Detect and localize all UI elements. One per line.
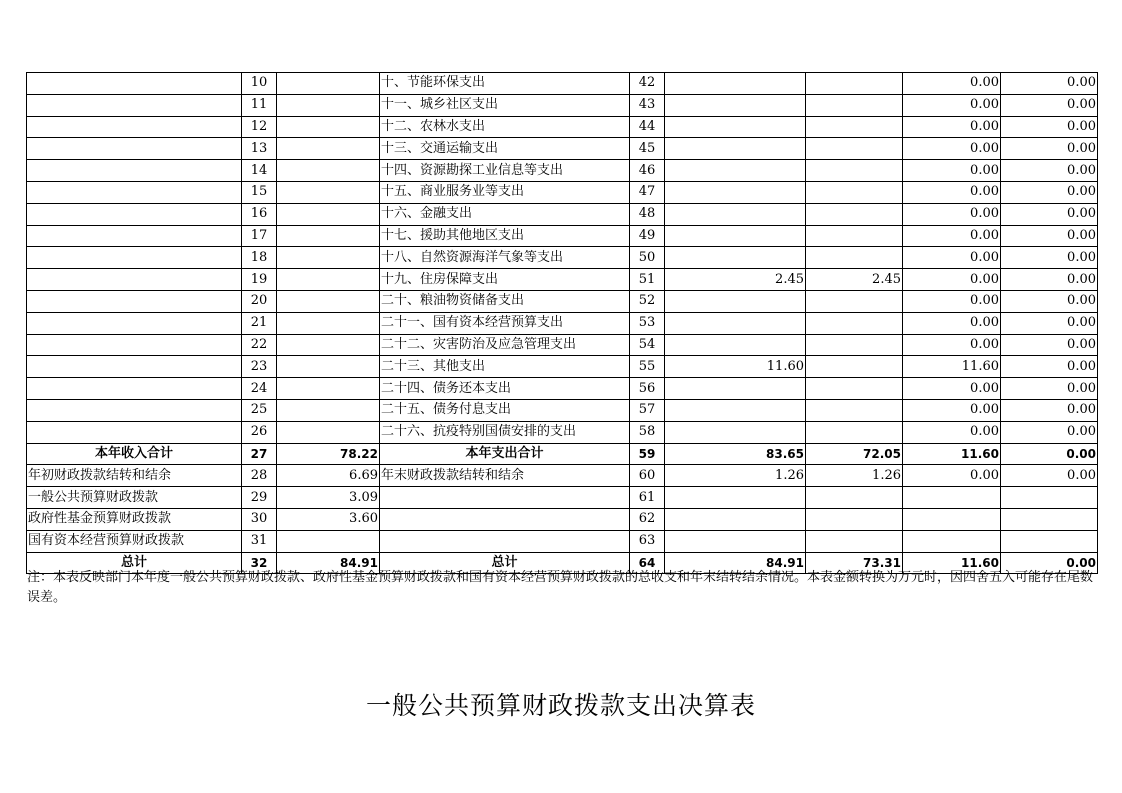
state-capital-cell: 0.00 [1001,312,1098,334]
government-fund-cell: 0.00 [903,312,1001,334]
income-row-number-cell: 32 [242,552,277,574]
table-note: 注：本表反映部门本年度一般公共预算财政拨款、政府性基金预算财政拨款和国有资本经营预算财政拨款的总收支和年末结转结余情况。本表金额转换为万元时，因四舍五入可能存在尾数误差。 [27,570,1094,605]
state-capital-cell: 0.00 [1001,421,1098,443]
income-row-number-cell: 19 [242,269,277,291]
table-row [27,465,1098,487]
fiscal-revenue-expenditure-table [26,72,1098,574]
income-row-number-cell: 28 [242,465,277,487]
expense-total-cell [665,247,806,269]
government-fund-cell: 0.00 [903,421,1001,443]
expense-item-cell: 二十五、债务付息支出 [380,399,630,421]
government-fund-cell: 0.00 [903,138,1001,160]
state-capital-cell: 0.00 [1001,399,1098,421]
income-row-number-cell: 24 [242,378,277,400]
table-row [27,312,1098,334]
income-item-cell [27,116,242,138]
table-row [27,203,1098,225]
government-fund-cell: 0.00 [903,247,1001,269]
expense-total-cell [665,181,806,203]
table-row [27,487,1098,509]
expense-item-cell: 十一、城乡社区支出 [380,94,630,116]
general-budget-cell: 73.31 [806,552,903,574]
income-amount-cell [277,378,380,400]
income-row-number-cell: 22 [242,334,277,356]
income-item-cell: 一般公共预算财政拨款 [27,487,242,509]
income-row-number-cell: 29 [242,487,277,509]
expense-row-number-cell: 48 [630,203,665,225]
income-amount-cell [277,160,380,182]
general-budget-cell [806,487,903,509]
expense-total-cell [665,290,806,312]
state-capital-cell: 0.00 [1001,269,1098,291]
expense-item-cell: 二十一、国有资本经营预算支出 [380,312,630,334]
income-row-number-cell: 30 [242,508,277,530]
expense-row-number-cell: 46 [630,160,665,182]
table-row [27,508,1098,530]
table-row [27,160,1098,182]
income-amount-cell [277,138,380,160]
expense-row-number-cell: 52 [630,290,665,312]
government-fund-cell: 0.00 [903,334,1001,356]
expense-item-cell: 十六、金融支出 [380,203,630,225]
income-row-number-cell: 13 [242,138,277,160]
income-item-cell [27,334,242,356]
general-budget-cell [806,160,903,182]
income-amount-cell: 3.60 [277,508,380,530]
income-amount-cell [277,203,380,225]
expense-row-number-cell: 47 [630,181,665,203]
income-amount-cell [277,290,380,312]
government-fund-cell [903,487,1001,509]
state-capital-cell: 0.00 [1001,552,1098,574]
expense-total-cell: 84.91 [665,552,806,574]
income-item-cell [27,247,242,269]
general-budget-cell: 2.45 [806,269,903,291]
government-fund-cell: 0.00 [903,116,1001,138]
general-budget-cell [806,356,903,378]
general-budget-cell [806,399,903,421]
expense-total-cell [665,116,806,138]
expense-row-number-cell: 51 [630,269,665,291]
expense-row-number-cell: 58 [630,421,665,443]
state-capital-cell: 0.00 [1001,378,1098,400]
table-row [27,247,1098,269]
expense-total-cell: 2.45 [665,269,806,291]
government-fund-cell: 0.00 [903,181,1001,203]
expense-row-number-cell: 56 [630,378,665,400]
expense-total-cell [665,138,806,160]
general-budget-cell [806,421,903,443]
expense-total-cell [665,94,806,116]
government-fund-cell: 0.00 [903,269,1001,291]
general-budget-cell: 1.26 [806,465,903,487]
expense-row-number-cell: 42 [630,73,665,95]
income-item-cell [27,312,242,334]
income-item-cell [27,399,242,421]
expense-total-cell [665,421,806,443]
state-capital-cell: 0.00 [1001,94,1098,116]
table-row [27,443,1098,465]
government-fund-cell: 0.00 [903,203,1001,225]
expense-total-cell [665,73,806,95]
state-capital-cell: 0.00 [1001,247,1098,269]
expense-total-cell [665,378,806,400]
expense-row-number-cell: 59 [630,443,665,465]
government-fund-cell: 0.00 [903,465,1001,487]
state-capital-cell: 0.00 [1001,203,1098,225]
expense-item-cell: 十二、农林水支出 [380,116,630,138]
income-amount-cell [277,269,380,291]
expense-item-cell [380,530,630,552]
state-capital-cell: 0.00 [1001,334,1098,356]
expense-item-cell: 二十四、债务还本支出 [380,378,630,400]
income-item-cell [27,160,242,182]
expense-row-number-cell: 60 [630,465,665,487]
income-amount-cell [277,399,380,421]
general-budget-cell [806,312,903,334]
expense-total-cell [665,530,806,552]
expense-row-number-cell: 43 [630,94,665,116]
income-amount-cell [277,225,380,247]
income-item-cell [27,181,242,203]
income-item-cell [27,356,242,378]
expense-item-cell: 二十三、其他支出 [380,356,630,378]
income-item-cell [27,269,242,291]
government-fund-cell: 0.00 [903,94,1001,116]
expense-row-number-cell: 64 [630,552,665,574]
income-item-cell [27,421,242,443]
income-item-cell [27,73,242,95]
government-fund-cell: 0.00 [903,399,1001,421]
income-row-number-cell: 14 [242,160,277,182]
income-item-cell [27,290,242,312]
expense-item-cell: 二十、粮油物资储备支出 [380,290,630,312]
expense-row-number-cell: 49 [630,225,665,247]
state-capital-cell: 0.00 [1001,290,1098,312]
expense-total-cell: 83.65 [665,443,806,465]
income-row-number-cell: 12 [242,116,277,138]
expense-item-cell: 二十六、抗疫特别国债安排的支出 [380,421,630,443]
table-row [27,181,1098,203]
government-fund-cell: 11.60 [903,552,1001,574]
expense-row-number-cell: 63 [630,530,665,552]
expense-total-cell [665,312,806,334]
table-row [27,116,1098,138]
income-amount-cell [277,334,380,356]
income-row-number-cell: 26 [242,421,277,443]
table-row [27,94,1098,116]
expense-total-cell [665,508,806,530]
income-amount-cell: 78.22 [277,443,380,465]
expense-total-cell [665,487,806,509]
income-row-number-cell: 18 [242,247,277,269]
table-row [27,334,1098,356]
expense-total-cell [665,399,806,421]
state-capital-cell [1001,487,1098,509]
income-row-number-cell: 23 [242,356,277,378]
expense-item-cell: 本年支出合计 [380,443,630,465]
state-capital-cell: 0.00 [1001,160,1098,182]
expense-row-number-cell: 62 [630,508,665,530]
expense-item-cell: 十八、自然资源海洋气象等支出 [380,247,630,269]
income-row-number-cell: 10 [242,73,277,95]
income-amount-cell [277,312,380,334]
table-row [27,269,1098,291]
state-capital-cell: 0.00 [1001,465,1098,487]
income-row-number-cell: 16 [242,203,277,225]
government-fund-cell: 11.60 [903,356,1001,378]
income-amount-cell [277,181,380,203]
state-capital-cell: 0.00 [1001,181,1098,203]
income-amount-cell [277,421,380,443]
state-capital-cell: 0.00 [1001,138,1098,160]
government-fund-cell: 0.00 [903,160,1001,182]
income-amount-cell [277,530,380,552]
income-item-cell: 政府性基金预算财政拨款 [27,508,242,530]
income-amount-cell [277,73,380,95]
income-row-number-cell: 15 [242,181,277,203]
expense-row-number-cell: 57 [630,399,665,421]
table-row [27,225,1098,247]
expense-item-cell: 十、节能环保支出 [380,73,630,95]
expense-item-cell: 十五、商业服务业等支出 [380,181,630,203]
general-budget-cell [806,181,903,203]
government-fund-cell: 11.60 [903,443,1001,465]
income-row-number-cell: 31 [242,530,277,552]
general-budget-cell [806,73,903,95]
expense-total-cell [665,160,806,182]
table-row [27,290,1098,312]
income-row-number-cell: 25 [242,399,277,421]
expense-item-cell: 二十二、灾害防治及应急管理支出 [380,334,630,356]
general-budget-cell [806,247,903,269]
expense-total-cell [665,334,806,356]
state-capital-cell: 0.00 [1001,116,1098,138]
expense-row-number-cell: 61 [630,487,665,509]
general-budget-cell [806,290,903,312]
state-capital-cell [1001,530,1098,552]
state-capital-cell [1001,508,1098,530]
expense-item-cell: 十三、交通运输支出 [380,138,630,160]
income-row-number-cell: 21 [242,312,277,334]
income-amount-cell: 6.69 [277,465,380,487]
expense-row-number-cell: 44 [630,116,665,138]
expense-item-cell: 年末财政拨款结转和结余 [380,465,630,487]
income-item-cell [27,94,242,116]
table-row [27,73,1098,95]
general-budget-cell [806,138,903,160]
income-item-cell: 国有资本经营预算财政拨款 [27,530,242,552]
general-budget-cell [806,530,903,552]
table-row [27,378,1098,400]
general-budget-cell [806,203,903,225]
expense-total-cell: 1.26 [665,465,806,487]
expense-item-cell: 总计 [380,552,630,574]
income-amount-cell [277,94,380,116]
income-item-cell [27,138,242,160]
table-body [27,73,1098,574]
income-amount-cell: 84.91 [277,552,380,574]
general-budget-cell [806,225,903,247]
income-amount-cell [277,116,380,138]
general-budget-cell [806,508,903,530]
income-amount-cell: 3.09 [277,487,380,509]
state-capital-cell: 0.00 [1001,73,1098,95]
income-item-cell: 总计 [27,552,242,574]
table-row [27,421,1098,443]
state-capital-cell: 0.00 [1001,356,1098,378]
table-row [27,530,1098,552]
income-row-number-cell: 11 [242,94,277,116]
government-fund-cell: 0.00 [903,225,1001,247]
general-budget-cell [806,334,903,356]
expense-total-cell [665,225,806,247]
expense-row-number-cell: 50 [630,247,665,269]
income-item-cell: 本年收入合计 [27,443,242,465]
government-fund-cell [903,530,1001,552]
table-row [27,138,1098,160]
general-budget-cell [806,94,903,116]
expense-item-cell: 十七、援助其他地区支出 [380,225,630,247]
expense-row-number-cell: 54 [630,334,665,356]
table-row [27,356,1098,378]
state-capital-cell: 0.00 [1001,443,1098,465]
income-row-number-cell: 27 [242,443,277,465]
government-fund-cell: 0.00 [903,73,1001,95]
expense-row-number-cell: 55 [630,356,665,378]
income-item-cell [27,378,242,400]
expense-item-cell: 十四、资源勘探工业信息等支出 [380,160,630,182]
government-fund-cell: 0.00 [903,290,1001,312]
income-row-number-cell: 17 [242,225,277,247]
income-item-cell [27,225,242,247]
expense-total-cell: 11.60 [665,356,806,378]
government-fund-cell: 0.00 [903,378,1001,400]
state-capital-cell: 0.00 [1001,225,1098,247]
income-item-cell [27,203,242,225]
next-table-title: 一般公共预算财政拨款支出决算表 [365,691,756,720]
income-amount-cell [277,356,380,378]
general-budget-cell [806,378,903,400]
general-budget-cell [806,116,903,138]
income-row-number-cell: 20 [242,290,277,312]
government-fund-cell [903,508,1001,530]
income-amount-cell [277,247,380,269]
expense-row-number-cell: 53 [630,312,665,334]
table-row [27,399,1098,421]
income-item-cell: 年初财政拨款结转和结余 [27,465,242,487]
expense-item-cell [380,487,630,509]
expense-row-number-cell: 45 [630,138,665,160]
expense-item-cell: 十九、住房保障支出 [380,269,630,291]
expense-total-cell [665,203,806,225]
expense-item-cell [380,508,630,530]
general-budget-cell: 72.05 [806,443,903,465]
